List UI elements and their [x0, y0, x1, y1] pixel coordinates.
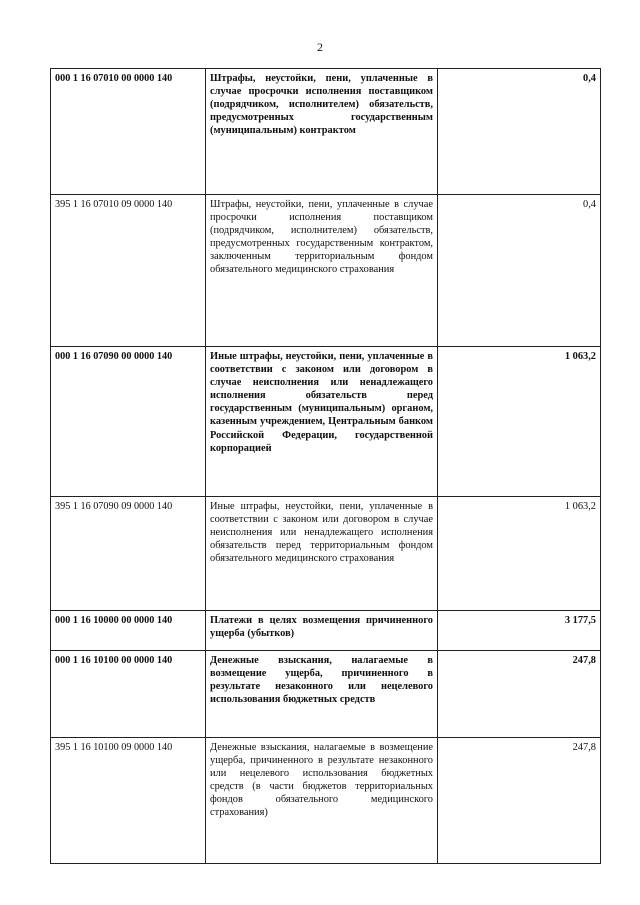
amount-value: 247,8	[438, 651, 601, 738]
amount-value: 1 063,2	[438, 497, 601, 611]
classification-code: 000 1 16 07090 00 0000 140	[51, 347, 206, 497]
amount-value: 0,4	[438, 69, 601, 195]
revenue-description: Иные штрафы, неустойки, пени, уплаченные в соответствии с законом или договором в случае неисполнения или ненадлежащего исполнения обязательств перед государственным (муниципальным) органом, казенным учреждением, Центральным банком Российской Федерации, государственной корпорацией	[206, 347, 438, 497]
classification-code: 395 1 16 10100 09 0000 140	[51, 738, 206, 864]
amount-value: 1 063,2	[438, 347, 601, 497]
revenue-description: Штрафы, неустойки, пени, уплаченные в случае просрочки исполнения поставщиком (подрядчиком, исполнителем) обязательств, предусмотренных государственным (муниципальным) контрактом	[206, 69, 438, 195]
revenue-description: Платежи в целях возмещения причиненного ущерба (убытков)	[206, 611, 438, 651]
amount-value: 247,8	[438, 738, 601, 864]
classification-code: 395 1 16 07090 09 0000 140	[51, 497, 206, 611]
table-body	[51, 69, 601, 864]
revenue-description: Денежные взыскания, налагаемые в возмещение ущерба, причиненного в результате незаконного или нецелевого использования бюджетных средств	[206, 651, 438, 738]
table-row	[51, 651, 601, 738]
classification-code: 000 1 16 07010 00 0000 140	[51, 69, 206, 195]
revenue-description: Денежные взыскания, налагаемые в возмещение ущерба, причиненного в результате незаконного или нецелевого использования бюджетных средств (в части бюджетов территориальных фондов обязательного медицинского страхования)	[206, 738, 438, 864]
amount-value: 0,4	[438, 195, 601, 347]
classification-code: 000 1 16 10000 00 0000 140	[51, 611, 206, 651]
table-row	[51, 69, 601, 195]
budget-revenue-table	[50, 68, 601, 864]
table-row	[51, 195, 601, 347]
table-row	[51, 497, 601, 611]
classification-code: 395 1 16 07010 09 0000 140	[51, 195, 206, 347]
revenue-description: Иные штрафы, неустойки, пени, уплаченные в соответствии с законом или договором в случае неисполнения или ненадлежащего исполнения обязательств перед территориальным фондом обязательного медицинского страхования	[206, 497, 438, 611]
table-row	[51, 611, 601, 651]
table-row	[51, 738, 601, 864]
revenue-description: Штрафы, неустойки, пени, уплаченные в случае просрочки исполнения поставщиком (подрядчиком, исполнителем) обязательств, предусмотренных государственным контрактом, заключенным территориальным фондом обязательного медицинского страхования	[206, 195, 438, 347]
classification-code: 000 1 16 10100 00 0000 140	[51, 651, 206, 738]
table-row	[51, 347, 601, 497]
amount-value: 3 177,5	[438, 611, 601, 651]
page-number: 2	[317, 40, 323, 54]
